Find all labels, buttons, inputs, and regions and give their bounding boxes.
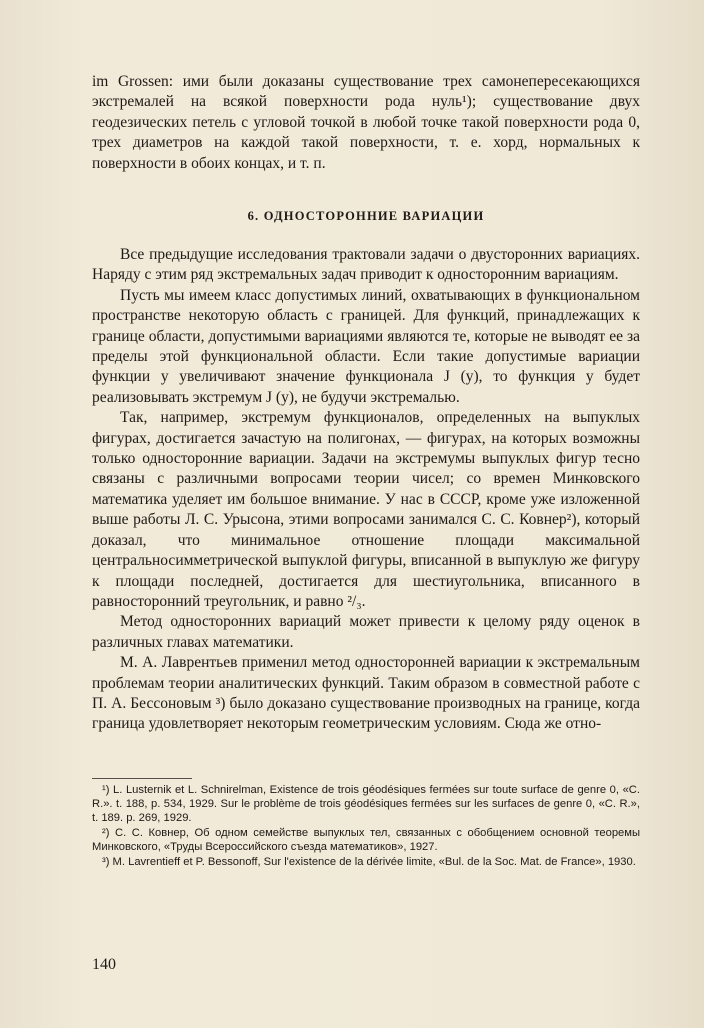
main-text-block [92, 245, 640, 735]
section-title: 6. ОДНОСТОРОННИЕ ВАРИАЦИИ [247, 209, 485, 223]
paragraph: Так, например, экстремум функционалов, определенных на выпуклых фигурах, достигается зачастую на полигонах, — фигурах, на которых возможны только односторонние вариации. Задачи на экстремумы выпуклых фигур тесно связаны с различными вопросами теории чисел; со времен Минковского математика уделяет им большое внимание. У нас в СССР, кроме уже изложенной выше работы Л. С. Урысона, этими вопросами занимался С. С. Ковнер²), который доказал, что минимальное отношение площади максимальной центральносимметрической выпуклой фигуры, вписанной в выпуклую же фигуру к площади последней, достигается для шестиугольника, вписанного в равносторонний треугольник, и равно ²/₃. [92, 409, 640, 610]
intro-paragraph: im Grossen: ими были доказаны существование трех самонепересекающихся экстремалей на всякой поверхности рода нуль¹); существование двух геодезических петель с угловой точкой в любой точке такой поверхности рода 0, трех диаметров на каждой такой поверхности, т. е. хорд, нормальных к поверхности в обоих концах, и т. п. [92, 73, 640, 172]
footnotes-block [92, 784, 640, 870]
paragraph: М. А. Лаврентьев применил метод односторонней вариации к экстремальным проблемам теории аналитических функций. Таким образом в совместной работе с П. А. Бессоновым ³) было доказано существование производных на границе, когда граница удовлетворяет некоторым геометрическим условиям. Сюда же отно- [92, 654, 640, 733]
intro-block [92, 72, 640, 174]
main-text [92, 245, 640, 735]
footnote: ¹) L. Lusternik et L. Schnirelman, Existence de trois géodésiques fermées sur toute surface de genre 0, «C. R.». t. 188, p. 534, 1929. Sur le problème de trois géodésiques fermées sur les surfaces de genre 0, «C. R.», t. 189. p. 269, 1929. [92, 784, 640, 824]
page-number: 140 [92, 956, 116, 973]
footnotes [92, 784, 640, 869]
footnote: ³) M. Lavrentieff et P. Bessonoff, Sur l'existence de la dérivée limite, «Bul. de la Soc. Mat. de France», 1930. [102, 855, 636, 868]
footnote-divider [92, 778, 192, 779]
paragraph: Пусть мы имеем класс допустимых линий, охватывающих в функциональном пространстве некоторую область с границей. Для функций, принадлежащих к границе области, допустимыми вариациями являются те, которые не выводят ее за пределы этой функциональной области. Если такие допустимые вариации функции y увеличивают значение функционала J (y), то функция y будет реализовывать экстремум J (y), не будучи экстремалью. [92, 286, 640, 406]
footnote: ²) С. С. Ковнер, Об одном семействе выпуклых тел, связанных с обобщением основной теоремы Минковского, «Труды Всероссийского съезда математиков», 1927. [92, 826, 640, 853]
section-heading-block [92, 209, 640, 224]
paragraph: Все предыдущие исследования трактовали задачи о двусторонних вариациях. Наряду с этим ряд экстремальных задач приводит к односторонним вариациям. [92, 246, 640, 284]
paragraph: Метод односторонних вариаций может привести к целому ряду оценок в различных главах математики. [92, 613, 640, 651]
